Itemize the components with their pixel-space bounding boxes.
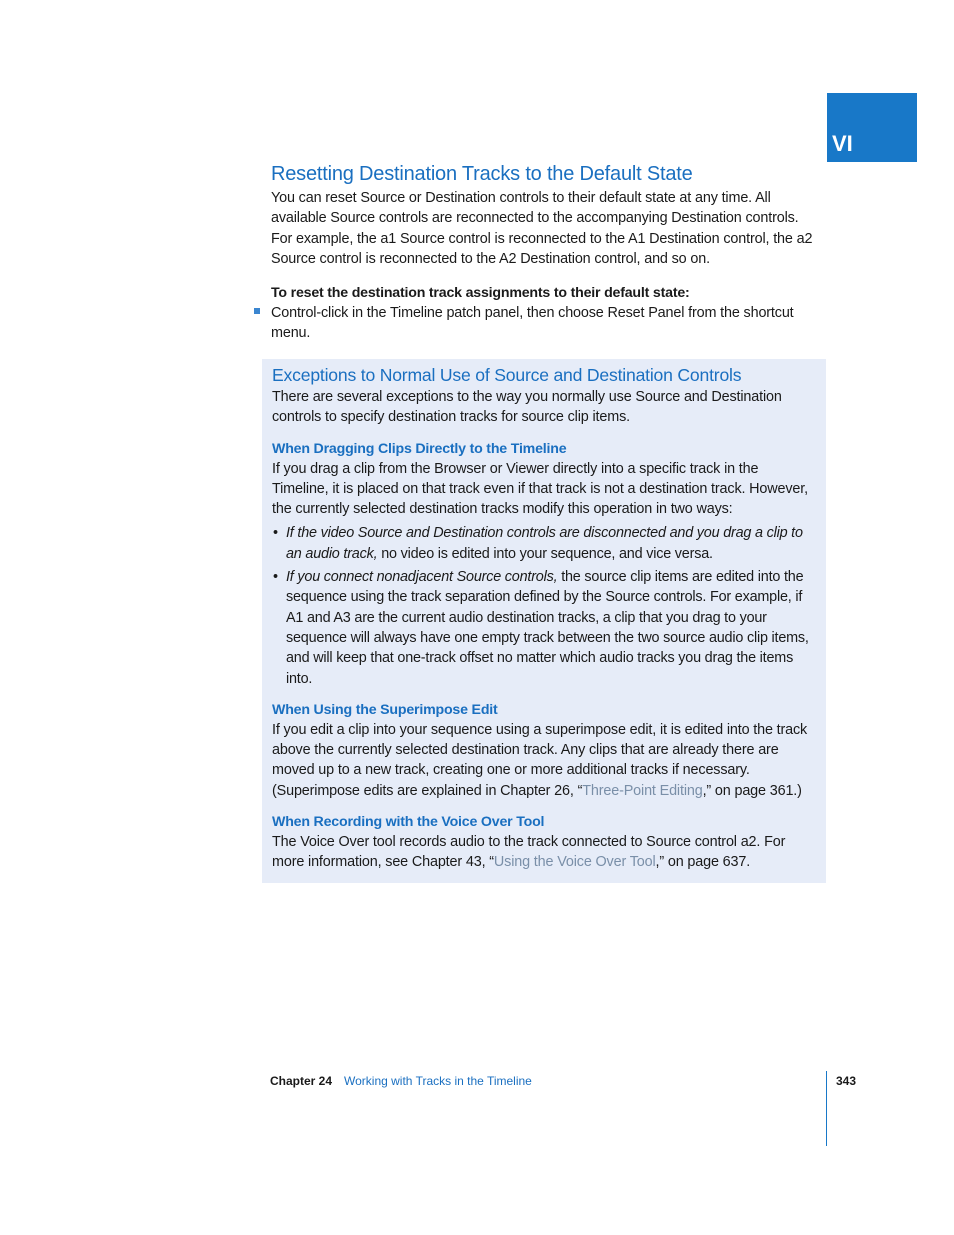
bullet-dot-icon: •	[273, 569, 278, 586]
task-step	[271, 303, 816, 344]
superimpose-text-after: ,” on page 361.)	[702, 782, 802, 799]
dragging-heading: When Dragging Clips Directly to the Timeline	[272, 440, 567, 457]
part-tab: VI	[827, 93, 917, 162]
footer-chapter-title: Working with Tracks in the Timeline	[344, 1074, 532, 1088]
superimpose-text	[272, 720, 816, 801]
voiceover-heading: When Recording with the Voice Over Tool	[272, 814, 545, 831]
list-item	[272, 567, 816, 689]
footer-divider	[826, 1071, 827, 1146]
list-item	[272, 523, 816, 564]
voiceover-text-after: ,” on page 637.	[655, 854, 751, 871]
section-intro: You can reset Source or Destination controls to their default state at any time. All available Source controls are reconnected to the accompanying Destination controls. For example, the a1 Source control is reconnected to the A1 Destination control, the a2 Source control is reconnected to the A2 Destination control, and so on.	[271, 190, 813, 267]
superimpose-text-before: If you edit a clip into your sequence using a superimpose edit, it is edited into the track above the currently selected destination track. Any clips that are already there are moved up to a new track, creating one or more additional tracks if necessary. (Superimpose edits are explained in Chapter 26, “	[272, 721, 808, 799]
main-content	[271, 160, 816, 344]
task-heading: To reset the destination track assignments to their default state:	[271, 285, 690, 302]
three-point-editing-link[interactable]: Three-Point Editing	[582, 782, 703, 799]
voiceover-text	[272, 832, 816, 873]
task-step-text: Control-click in the Timeline patch panel, then choose Reset Panel from the shortcut menu.	[271, 305, 794, 342]
section-title: Resetting Destination Tracks to the Default State	[271, 163, 693, 185]
exceptions-note-box	[262, 359, 826, 883]
dragging-bullet-list	[272, 523, 816, 688]
bullet-text: the source clip items are edited into the sequence using the track separation defined by the Source controls. For example, if A1 and A3 are the current audio destination tracks, a clip that you drag to your sequence will always have one empty track between the two source audio clip items, and will keep that one-track offset no matter which audio tracks you drag the items into.	[286, 569, 809, 687]
square-bullet-icon	[254, 308, 260, 314]
note-intro: There are several exceptions to the way you normally use Source and Destination controls to specify destination tracks for source clip items.	[272, 389, 782, 426]
bullet-text: no video is edited into your sequence, and vice versa.	[377, 545, 713, 562]
bullet-dot-icon: •	[273, 525, 278, 542]
bullet-italic: If the video Source and Destination controls are disconnected and you drag a clip to an audio track,	[286, 525, 803, 562]
voiceover-text-before: The Voice Over tool records audio to the track connected to Source control a2. For more information, see Chapter 43, “	[272, 834, 786, 871]
voice-over-tool-link[interactable]: Using the Voice Over Tool	[493, 854, 656, 871]
note-title: Exceptions to Normal Use of Source and Destination Controls	[272, 365, 742, 385]
footer-chapter: Chapter 24	[270, 1074, 333, 1088]
page-number: 343	[836, 1074, 857, 1088]
bullet-italic: If you connect nonadjacent Source controls,	[286, 569, 558, 586]
superimpose-heading: When Using the Superimpose Edit	[272, 701, 498, 718]
dragging-text: If you drag a clip from the Browser or Viewer directly into a specific track in the Timeline, it is placed on that track even if that track is not a destination track. However, the currently selected destination tracks modify this operation in two ways:	[272, 460, 808, 518]
